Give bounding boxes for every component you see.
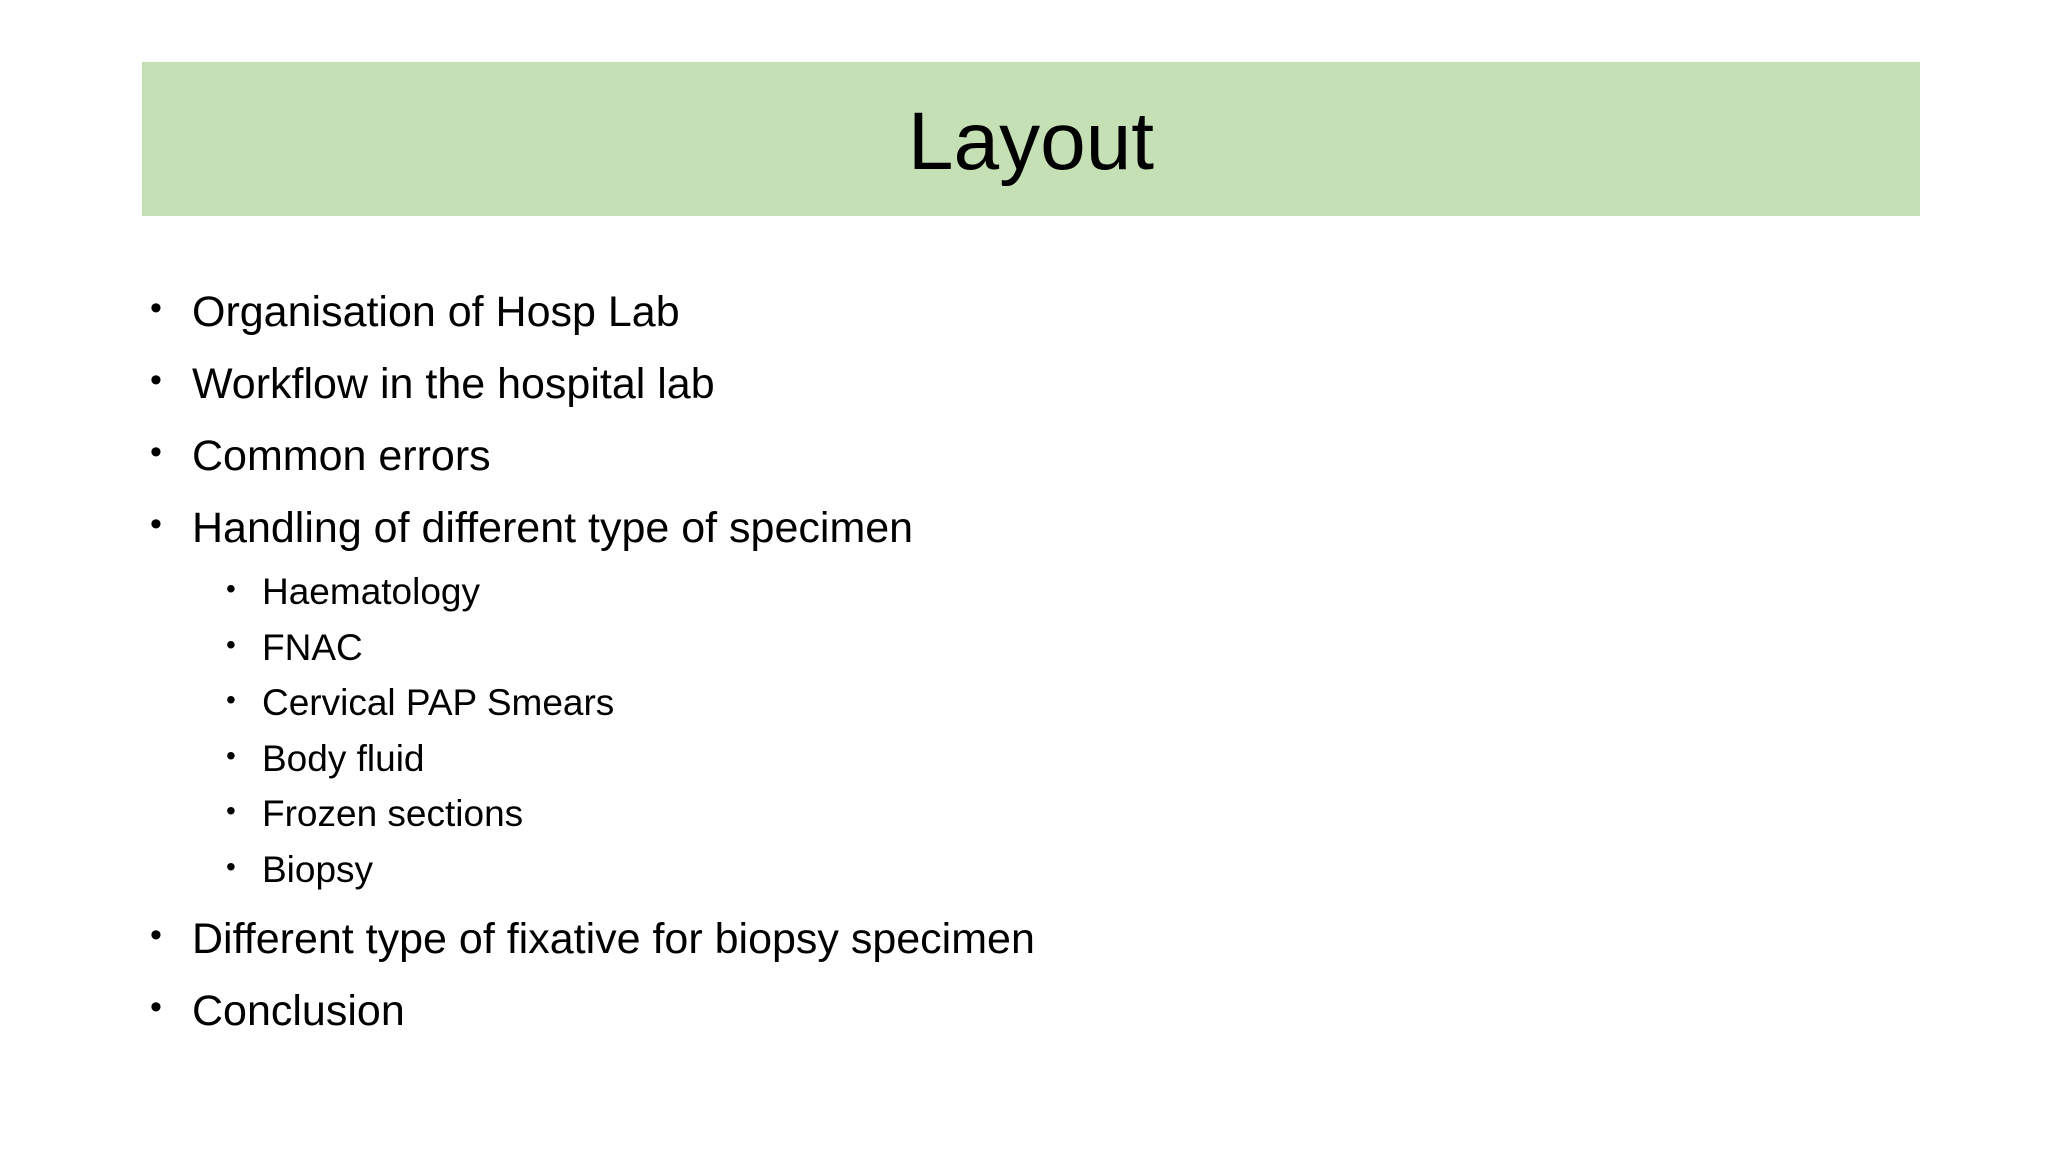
bullet-item-label: Conclusion: [192, 987, 405, 1035]
bullet-item-label: Common errors: [192, 432, 491, 480]
sub-bullet-item-frozen-sections: [150, 786, 1850, 842]
bullet-item-fixative: [150, 903, 1850, 975]
title-band: [142, 62, 1920, 216]
sub-bullet-item-label: Biopsy: [262, 848, 374, 890]
bullet-item-label: Organisation of Hosp Lab: [192, 288, 680, 336]
bullet-icon: •: [150, 916, 162, 954]
bullet-item-workflow: [150, 348, 1850, 420]
sub-bullet-item-haematology: [150, 564, 1850, 620]
sub-bullet-icon: •: [226, 795, 236, 826]
bullet-icon: •: [150, 505, 162, 543]
bullet-list-continued: [150, 903, 1850, 1047]
bullet-item-label: Workflow in the hospital lab: [192, 360, 715, 408]
bullet-list: [150, 276, 1850, 564]
sub-bullet-list: [150, 564, 1850, 897]
bullet-item-handling: [150, 492, 1850, 564]
slide-content: [150, 276, 1850, 1047]
bullet-item-organisation: [150, 276, 1850, 348]
sub-bullet-icon: •: [226, 573, 236, 604]
sub-bullet-icon: •: [226, 739, 236, 771]
sub-bullet-item-label: Cervical PAP Smears: [262, 682, 615, 723]
bullet-item-label: Different type of fixative for biopsy specimen: [192, 915, 1035, 963]
bullet-item-common-errors: [150, 420, 1850, 492]
sub-bullet-icon: •: [226, 628, 236, 660]
sub-bullet-item-fnac: [150, 620, 1850, 676]
sub-bullet-icon: •: [226, 684, 236, 715]
sub-bullet-item-label: Frozen sections: [262, 793, 524, 834]
sub-bullet-item-label: Haematology: [262, 571, 481, 612]
bullet-item-label: Handling of different type of specimen: [192, 504, 914, 552]
sub-bullet-item-label: Body fluid: [262, 737, 425, 779]
bullet-item-conclusion: [150, 975, 1850, 1047]
bullet-icon: •: [150, 988, 162, 1026]
sub-bullet-item-cervical-pap: [150, 675, 1850, 731]
sub-bullet-icon: •: [226, 850, 236, 882]
bullet-icon: •: [150, 361, 162, 399]
slide-title: Layout: [907, 96, 1155, 187]
bullet-icon: •: [150, 289, 162, 327]
sub-bullet-item-biopsy: [150, 842, 1850, 898]
sub-bullet-item-body-fluid: [150, 731, 1850, 787]
bullet-icon: •: [150, 433, 162, 471]
sub-bullet-item-label: FNAC: [262, 626, 363, 668]
